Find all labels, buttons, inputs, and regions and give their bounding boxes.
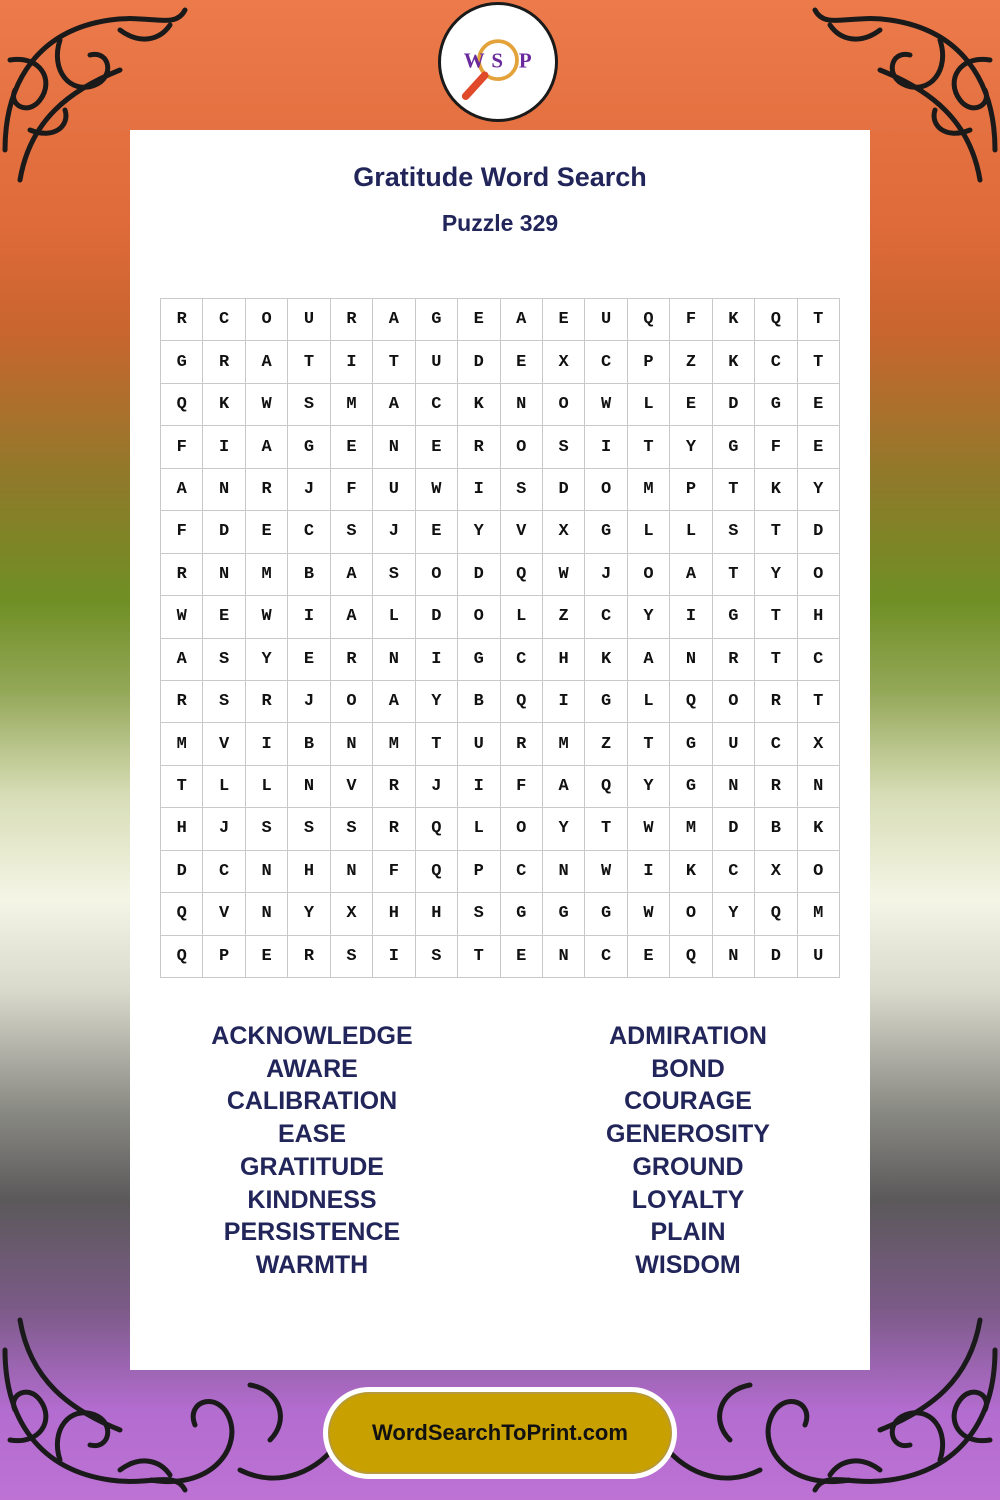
grid-cell[interactable]: Y <box>288 893 330 935</box>
grid-cell[interactable]: F <box>670 299 712 341</box>
grid-cell[interactable]: I <box>203 426 245 468</box>
grid-cell[interactable]: G <box>543 893 585 935</box>
grid-cell[interactable]: W <box>416 469 458 511</box>
grid-cell[interactable]: V <box>331 766 373 808</box>
grid-cell[interactable]: M <box>543 723 585 765</box>
grid-cell[interactable]: D <box>543 469 585 511</box>
grid-cell[interactable]: H <box>798 596 840 638</box>
grid-cell[interactable]: K <box>585 639 627 681</box>
grid-cell[interactable]: O <box>670 893 712 935</box>
grid-cell[interactable]: A <box>161 639 203 681</box>
grid-cell[interactable]: W <box>246 384 288 426</box>
grid-cell[interactable]: S <box>713 511 755 553</box>
grid-cell[interactable]: P <box>458 851 500 893</box>
grid-cell[interactable]: N <box>501 384 543 426</box>
grid-cell[interactable]: L <box>628 681 670 723</box>
grid-cell[interactable]: P <box>628 341 670 383</box>
grid-cell[interactable]: B <box>458 681 500 723</box>
grid-cell[interactable]: R <box>755 766 797 808</box>
word-list-item: PLAIN <box>650 1218 726 1247</box>
grid-cell[interactable]: M <box>161 723 203 765</box>
grid-cell[interactable]: A <box>670 554 712 596</box>
grid-cell[interactable]: M <box>628 469 670 511</box>
grid-cell[interactable]: G <box>670 723 712 765</box>
grid-cell[interactable]: O <box>628 554 670 596</box>
grid-cell[interactable]: T <box>798 341 840 383</box>
grid-cell[interactable]: R <box>161 554 203 596</box>
grid-cell[interactable]: C <box>585 936 627 978</box>
logo-letter-p: P <box>518 48 532 73</box>
grid-cell[interactable]: S <box>331 936 373 978</box>
grid-cell[interactable]: D <box>458 554 500 596</box>
grid-cell[interactable]: T <box>798 299 840 341</box>
grid-cell[interactable]: M <box>798 893 840 935</box>
grid-cell[interactable]: E <box>331 426 373 468</box>
grid-cell[interactable]: C <box>713 851 755 893</box>
grid-cell[interactable]: P <box>670 469 712 511</box>
grid-cell[interactable]: C <box>288 511 330 553</box>
grid-cell[interactable]: R <box>288 936 330 978</box>
grid-cell[interactable]: T <box>755 511 797 553</box>
grid-cell[interactable]: I <box>458 469 500 511</box>
grid-cell[interactable]: S <box>458 893 500 935</box>
word-list-item: EASE <box>277 1120 347 1149</box>
grid-cell[interactable]: R <box>458 426 500 468</box>
grid-cell[interactable]: Q <box>670 681 712 723</box>
grid-cell[interactable]: L <box>203 766 245 808</box>
grid-cell[interactable]: M <box>246 554 288 596</box>
grid-cell[interactable]: O <box>501 808 543 850</box>
grid-cell[interactable]: G <box>585 893 627 935</box>
word-list-item: ADMIRATION <box>609 1022 767 1050</box>
grid-cell[interactable]: H <box>161 808 203 850</box>
grid-cell[interactable]: H <box>416 893 458 935</box>
grid-cell[interactable]: E <box>416 426 458 468</box>
grid-cell[interactable]: B <box>755 808 797 850</box>
grid-cell[interactable]: H <box>288 851 330 893</box>
grid-cell[interactable]: D <box>203 511 245 553</box>
grid-cell[interactable]: L <box>458 808 500 850</box>
grid-cell[interactable]: I <box>458 766 500 808</box>
grid-cell[interactable]: R <box>161 681 203 723</box>
grid-cell[interactable]: D <box>416 596 458 638</box>
word-list-item: BOND <box>651 1054 725 1083</box>
grid-cell[interactable]: Q <box>416 851 458 893</box>
grid-cell[interactable]: G <box>501 893 543 935</box>
grid-cell[interactable]: E <box>416 511 458 553</box>
grid-cell[interactable]: N <box>246 851 288 893</box>
grid-cell[interactable]: I <box>416 639 458 681</box>
grid-cell[interactable]: N <box>713 766 755 808</box>
grid-cell[interactable]: C <box>798 639 840 681</box>
grid-cell[interactable]: Y <box>628 596 670 638</box>
grid-cell[interactable]: K <box>755 469 797 511</box>
grid-cell[interactable]: V <box>501 511 543 553</box>
grid-cell[interactable]: N <box>373 426 415 468</box>
grid-cell[interactable]: F <box>331 469 373 511</box>
grid-cell[interactable]: X <box>331 893 373 935</box>
grid-cell[interactable]: J <box>585 554 627 596</box>
grid-cell[interactable]: R <box>246 469 288 511</box>
grid-cell[interactable]: I <box>288 596 330 638</box>
grid-cell[interactable]: U <box>585 299 627 341</box>
grid-cell[interactable]: T <box>161 766 203 808</box>
grid-cell[interactable]: N <box>331 851 373 893</box>
grid-cell[interactable]: N <box>670 639 712 681</box>
grid-cell[interactable]: Y <box>246 639 288 681</box>
word-list-left <box>162 1020 462 1282</box>
grid-cell[interactable]: D <box>798 511 840 553</box>
grid-cell[interactable]: O <box>585 469 627 511</box>
grid-cell[interactable]: G <box>713 426 755 468</box>
grid-cell[interactable]: G <box>288 426 330 468</box>
grid-cell[interactable]: Q <box>585 766 627 808</box>
grid-cell[interactable]: Z <box>585 723 627 765</box>
grid-cell[interactable]: E <box>246 936 288 978</box>
grid-cell[interactable]: M <box>373 723 415 765</box>
grid-cell[interactable]: Q <box>416 808 458 850</box>
grid-cell[interactable]: I <box>246 723 288 765</box>
grid-cell[interactable]: W <box>628 893 670 935</box>
grid-cell[interactable]: N <box>543 851 585 893</box>
grid-cell[interactable]: O <box>501 426 543 468</box>
grid-cell[interactable]: I <box>543 681 585 723</box>
grid-cell[interactable]: W <box>628 808 670 850</box>
grid-cell[interactable]: Y <box>755 554 797 596</box>
grid-cell[interactable]: A <box>373 384 415 426</box>
grid-cell[interactable]: O <box>246 299 288 341</box>
grid-cell[interactable]: L <box>628 384 670 426</box>
grid-cell[interactable]: Y <box>713 893 755 935</box>
word-list-item: CALIBRATION <box>226 1087 398 1116</box>
grid-cell[interactable]: Z <box>543 596 585 638</box>
grid-cell[interactable]: C <box>203 299 245 341</box>
word-list-item: AWARE <box>266 1054 358 1083</box>
grid-cell[interactable]: Z <box>670 341 712 383</box>
grid-cell[interactable]: Q <box>501 681 543 723</box>
grid-cell[interactable]: E <box>628 936 670 978</box>
grid-cell[interactable]: R <box>161 299 203 341</box>
site-link-label: WordSearchToPrint.com <box>372 1420 628 1445</box>
grid-cell[interactable]: T <box>458 936 500 978</box>
grid-cell[interactable]: T <box>585 808 627 850</box>
grid-cell[interactable]: S <box>331 808 373 850</box>
grid-cell[interactable]: O <box>713 681 755 723</box>
grid-cell[interactable]: L <box>628 511 670 553</box>
grid-cell[interactable]: G <box>755 384 797 426</box>
grid-cell[interactable]: Y <box>416 681 458 723</box>
grid-cell[interactable]: I <box>331 341 373 383</box>
grid-cell[interactable]: C <box>416 384 458 426</box>
grid-cell[interactable]: A <box>331 554 373 596</box>
word-list-item: WISDOM <box>635 1250 741 1279</box>
grid-cell[interactable]: W <box>585 851 627 893</box>
grid-cell[interactable]: O <box>458 596 500 638</box>
grid-cell[interactable]: J <box>288 469 330 511</box>
grid-cell[interactable]: N <box>373 639 415 681</box>
grid-cell[interactable]: A <box>373 681 415 723</box>
grid-cell[interactable]: K <box>713 341 755 383</box>
grid-cell[interactable]: Y <box>670 426 712 468</box>
grid-cell[interactable]: C <box>755 341 797 383</box>
grid-cell[interactable]: S <box>501 469 543 511</box>
grid-cell[interactable]: T <box>755 596 797 638</box>
grid-cell[interactable]: L <box>246 766 288 808</box>
grid-cell[interactable]: C <box>501 639 543 681</box>
word-list-item: WARMTH <box>255 1250 369 1279</box>
grid-cell[interactable]: F <box>373 851 415 893</box>
grid-cell[interactable]: Y <box>543 808 585 850</box>
grid-cell[interactable]: O <box>798 554 840 596</box>
grid-cell[interactable]: B <box>288 554 330 596</box>
grid-cell[interactable]: A <box>331 596 373 638</box>
grid-cell[interactable]: N <box>203 469 245 511</box>
grid-cell[interactable]: E <box>543 299 585 341</box>
grid-cell[interactable]: E <box>501 341 543 383</box>
grid-cell[interactable]: Q <box>755 893 797 935</box>
grid-cell[interactable]: S <box>416 936 458 978</box>
grid-cell[interactable]: S <box>543 426 585 468</box>
word-list-item: GRATITUDE <box>240 1152 384 1181</box>
grid-cell[interactable]: C <box>585 596 627 638</box>
logo-letter-s: S <box>491 48 503 73</box>
grid-cell[interactable]: A <box>161 469 203 511</box>
grid-cell[interactable]: K <box>798 808 840 850</box>
grid-cell[interactable]: I <box>628 851 670 893</box>
puzzle-title: Gratitude Word Search <box>353 162 647 192</box>
grid-cell[interactable]: L <box>670 511 712 553</box>
grid-cell[interactable]: N <box>203 554 245 596</box>
grid-cell[interactable]: E <box>246 511 288 553</box>
grid-cell[interactable]: D <box>458 341 500 383</box>
grid-cell[interactable]: L <box>501 596 543 638</box>
word-list-item: GROUND <box>632 1152 744 1181</box>
word-list-item: KINDNESS <box>247 1185 377 1214</box>
grid-cell[interactable]: T <box>628 426 670 468</box>
grid-cell[interactable]: Y <box>628 766 670 808</box>
grid-cell[interactable]: W <box>585 384 627 426</box>
grid-cell[interactable]: E <box>798 426 840 468</box>
grid-cell[interactable]: T <box>373 341 415 383</box>
grid-cell[interactable]: J <box>203 808 245 850</box>
grid-cell[interactable]: I <box>373 936 415 978</box>
grid-cell[interactable]: W <box>246 596 288 638</box>
grid-cell[interactable]: U <box>288 299 330 341</box>
grid-cell[interactable]: S <box>288 808 330 850</box>
grid-cell[interactable]: C <box>755 723 797 765</box>
grid-cell[interactable]: X <box>543 341 585 383</box>
grid-cell[interactable]: Q <box>670 936 712 978</box>
word-list-item: ACKNOWLEDGE <box>211 1022 413 1050</box>
grid-cell[interactable]: D <box>713 808 755 850</box>
grid-cell[interactable]: T <box>628 723 670 765</box>
grid-cell[interactable]: U <box>798 936 840 978</box>
grid-cell[interactable]: A <box>246 426 288 468</box>
grid-cell[interactable]: F <box>161 511 203 553</box>
grid-cell[interactable]: Q <box>161 384 203 426</box>
grid-cell[interactable]: D <box>755 936 797 978</box>
grid-cell[interactable]: G <box>585 681 627 723</box>
grid-cell[interactable]: S <box>203 639 245 681</box>
grid-cell[interactable]: U <box>373 469 415 511</box>
grid-cell[interactable]: S <box>288 384 330 426</box>
grid-cell[interactable]: G <box>670 766 712 808</box>
word-list-item: COURAGE <box>624 1087 752 1116</box>
grid-cell[interactable]: Q <box>161 936 203 978</box>
grid-cell[interactable]: K <box>713 299 755 341</box>
grid-cell[interactable]: E <box>458 299 500 341</box>
bottom-scroll-ornament-left <box>150 1360 350 1500</box>
grid-cell[interactable]: T <box>713 554 755 596</box>
grid-cell[interactable]: H <box>543 639 585 681</box>
grid-cell[interactable]: K <box>458 384 500 426</box>
grid-cell[interactable]: T <box>416 723 458 765</box>
grid-cell[interactable]: E <box>288 639 330 681</box>
grid-cell[interactable]: O <box>331 681 373 723</box>
grid-cell[interactable]: T <box>798 681 840 723</box>
grid-cell[interactable]: G <box>161 341 203 383</box>
word-list-right <box>538 1020 838 1282</box>
grid-cell[interactable]: N <box>246 893 288 935</box>
grid-cell[interactable]: T <box>755 639 797 681</box>
word-list-item: PERSISTENCE <box>223 1218 401 1247</box>
grid-cell[interactable]: J <box>416 766 458 808</box>
grid-cell[interactable]: R <box>331 299 373 341</box>
grid-cell[interactable]: R <box>755 681 797 723</box>
logo-letter-w: W <box>463 48 485 73</box>
grid-cell[interactable]: U <box>458 723 500 765</box>
grid-cell[interactable]: Y <box>458 511 500 553</box>
grid-cell[interactable]: S <box>203 681 245 723</box>
bottom-scroll-ornament-right <box>650 1360 850 1500</box>
grid-cell[interactable]: B <box>288 723 330 765</box>
grid-cell[interactable]: N <box>543 936 585 978</box>
grid-cell[interactable]: R <box>501 723 543 765</box>
grid-cell[interactable]: V <box>203 893 245 935</box>
grid-cell[interactable]: U <box>416 341 458 383</box>
grid-cell[interactable]: S <box>331 511 373 553</box>
grid-cell[interactable]: L <box>373 596 415 638</box>
grid-cell[interactable]: M <box>331 384 373 426</box>
magnifier-handle-icon <box>466 75 485 96</box>
grid-cell[interactable]: N <box>288 766 330 808</box>
grid-cell[interactable]: F <box>161 426 203 468</box>
grid-cell[interactable]: R <box>203 341 245 383</box>
grid-cell[interactable]: A <box>373 299 415 341</box>
word-list-item: LOYALTY <box>631 1185 745 1214</box>
grid-cell[interactable]: U <box>713 723 755 765</box>
grid-cell[interactable]: H <box>373 893 415 935</box>
grid-cell[interactable]: G <box>585 511 627 553</box>
grid-cell[interactable]: G <box>416 299 458 341</box>
grid-cell[interactable]: R <box>246 681 288 723</box>
grid-cell[interactable]: K <box>203 384 245 426</box>
grid-cell[interactable]: T <box>713 469 755 511</box>
grid-cell[interactable]: O <box>798 851 840 893</box>
grid-cell[interactable]: J <box>373 511 415 553</box>
puzzle-number: Puzzle 329 <box>441 210 559 236</box>
grid-cell[interactable]: M <box>670 808 712 850</box>
puzzle-card <box>130 130 870 1370</box>
grid-cell[interactable]: A <box>246 341 288 383</box>
grid-cell[interactable]: A <box>628 639 670 681</box>
grid-cell[interactable]: R <box>373 808 415 850</box>
grid-cell[interactable]: E <box>501 936 543 978</box>
grid-cell[interactable]: X <box>755 851 797 893</box>
grid-cell[interactable]: G <box>458 639 500 681</box>
grid-cell[interactable]: X <box>543 511 585 553</box>
grid-cell[interactable]: F <box>501 766 543 808</box>
grid-cell[interactable]: W <box>161 596 203 638</box>
grid-cell[interactable]: T <box>288 341 330 383</box>
word-list-item: GENEROSITY <box>606 1120 770 1149</box>
grid-cell[interactable]: Q <box>628 299 670 341</box>
grid-cell[interactable]: Q <box>501 554 543 596</box>
grid-cell[interactable]: E <box>670 384 712 426</box>
grid-cell[interactable]: V <box>203 723 245 765</box>
grid-cell[interactable]: S <box>246 808 288 850</box>
grid-cell[interactable]: D <box>161 851 203 893</box>
grid-cell[interactable]: O <box>416 554 458 596</box>
grid-cell[interactable]: E <box>203 596 245 638</box>
grid-cell[interactable]: N <box>713 936 755 978</box>
grid-cell[interactable]: N <box>331 723 373 765</box>
grid-cell[interactable]: R <box>331 639 373 681</box>
grid-cell[interactable]: A <box>501 299 543 341</box>
grid-cell[interactable]: N <box>798 766 840 808</box>
grid-cell[interactable]: G <box>713 596 755 638</box>
grid-cell[interactable]: R <box>373 766 415 808</box>
grid-cell[interactable]: Q <box>755 299 797 341</box>
wsp-logo <box>438 2 558 122</box>
grid-cell[interactable]: S <box>373 554 415 596</box>
grid-cell[interactable]: J <box>288 681 330 723</box>
site-link-button[interactable] <box>323 1387 677 1479</box>
grid-cell[interactable]: D <box>713 384 755 426</box>
letter-grid <box>160 298 840 978</box>
grid-cell[interactable]: P <box>203 936 245 978</box>
grid-cell[interactable]: R <box>713 639 755 681</box>
grid-cell[interactable]: W <box>543 554 585 596</box>
grid-cell[interactable]: K <box>670 851 712 893</box>
grid-cell[interactable]: Y <box>798 469 840 511</box>
grid-cell[interactable]: X <box>798 723 840 765</box>
grid-cell[interactable]: A <box>543 766 585 808</box>
grid-cell[interactable]: E <box>798 384 840 426</box>
grid-cell[interactable]: C <box>501 851 543 893</box>
grid-cell[interactable]: F <box>755 426 797 468</box>
grid-cell[interactable]: C <box>585 341 627 383</box>
grid-cell[interactable]: O <box>543 384 585 426</box>
grid-cell[interactable]: I <box>585 426 627 468</box>
grid-cell[interactable]: C <box>203 851 245 893</box>
grid-cell[interactable]: Q <box>161 893 203 935</box>
grid-cell[interactable]: I <box>670 596 712 638</box>
